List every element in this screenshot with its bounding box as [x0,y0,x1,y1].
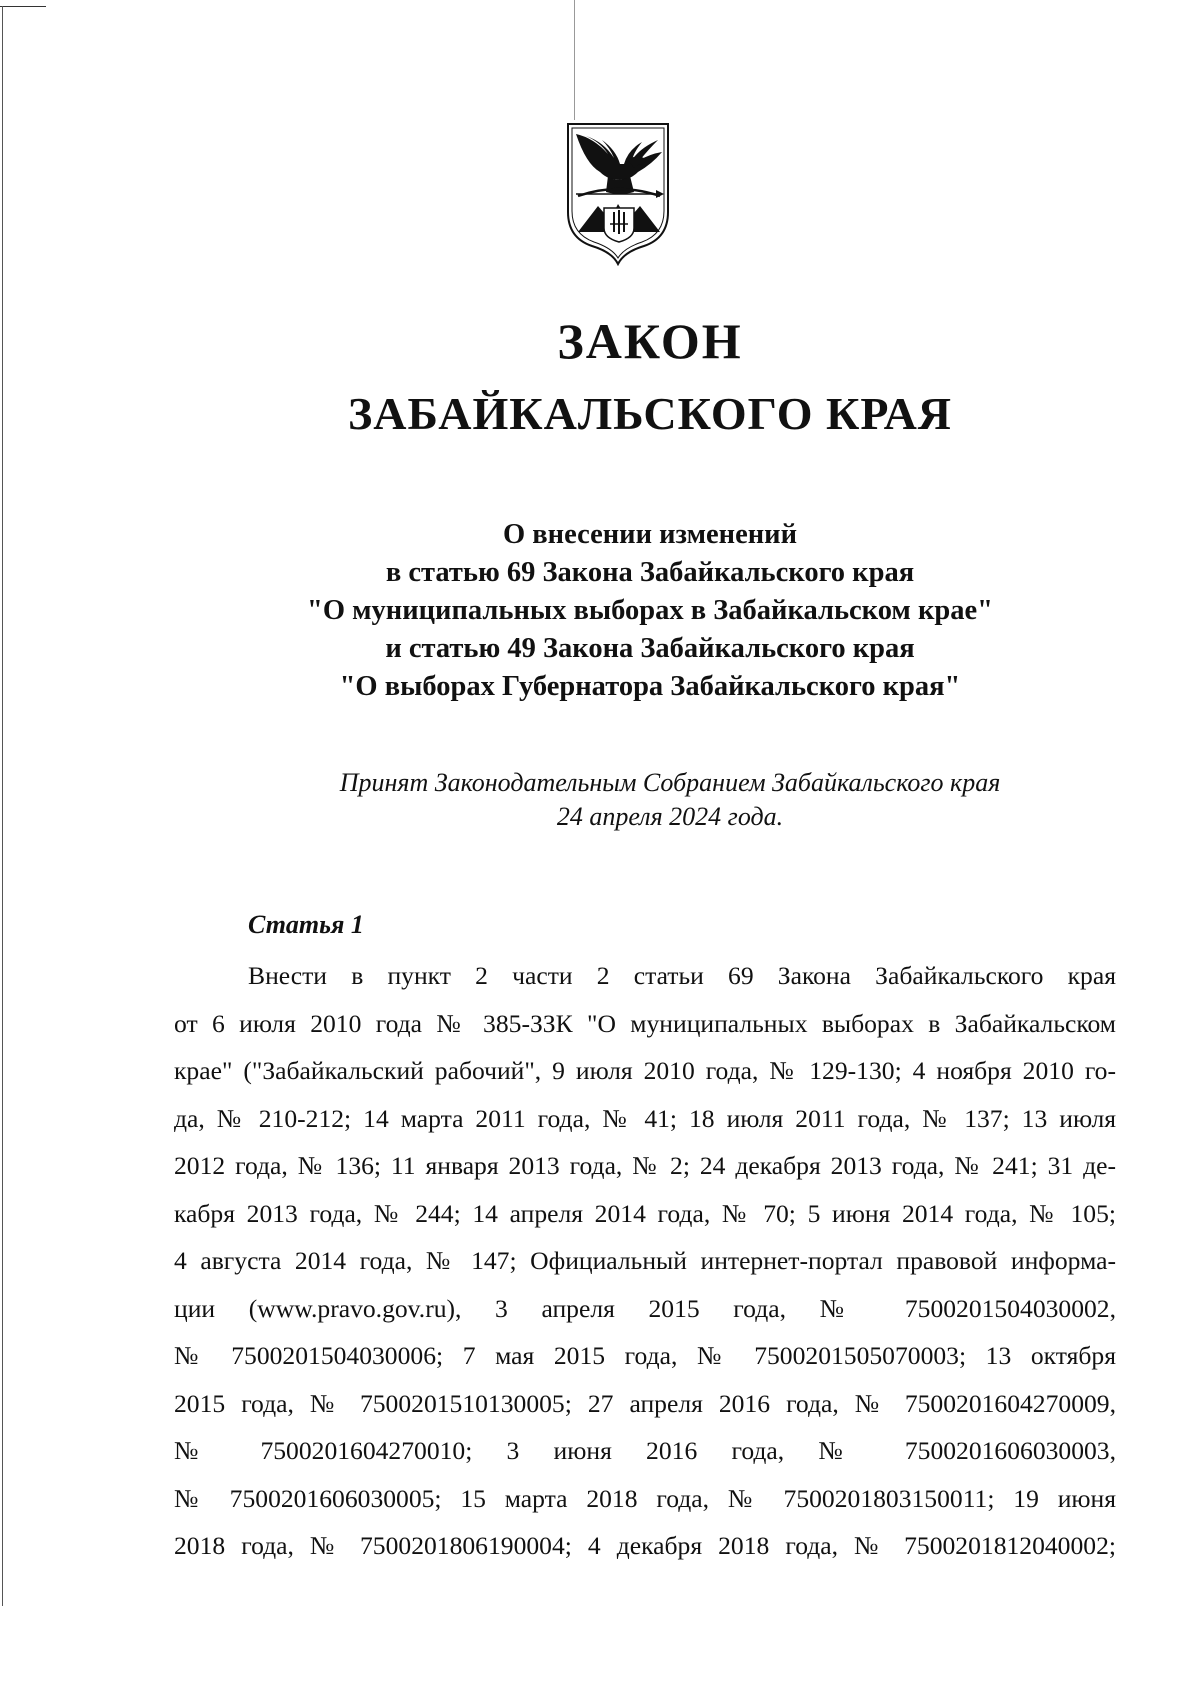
adoption-note [170,766,1170,834]
adoption-date: 24 апреля 2024 года. [556,802,784,831]
law-subject-line: О внесении изменений [502,519,797,550]
document-title: ЗАКОН [557,313,743,369]
law-subject-line: "О муниципальных выборах в Забайкальском крае" [307,595,993,626]
body-line: 2015 года, № 7500201510130005; 27 апреля 2016 года, № 7500201604270009, [174,1388,1116,1418]
body-line: кабря 2013 года, № 244; 14 апреля 2014 года, № 70; 5 июня 2014 года, № 105; [174,1198,1116,1228]
law-subject [100,516,1200,706]
body-line: 2012 года, № 136; 11 января 2013 года, № 2; 24 декабря 2013 года, № 241; 31 де- [174,1151,1116,1180]
article-body [174,952,1116,1570]
body-line: крае" ("Забайкальский рабочий", 9 июля 2010 года, № 129-130; 4 ноября 2010 го- [174,1056,1116,1085]
article-heading: Статья 1 [248,910,364,939]
body-line: от 6 июля 2010 года № 385-ЗЗК "О муниципальных выборах в Забайкальском [174,1008,1116,1038]
law-subject-line: в статью 69 Закона Забайкальского края [385,557,915,588]
body-line: Внести в пункт 2 части 2 статьи 69 Закона Забайкальского края [248,961,1116,990]
body-line: 4 августа 2014 года, № 147; Официальный интернет-портал правовой информа- [174,1246,1116,1275]
law-subject-line: и статью 49 Закона Забайкальского края [385,633,915,664]
scan-artifact-line [0,6,46,7]
document-title-region: ЗАБАЙКАЛЬСКОГО КРАЯ [347,388,953,439]
coat-of-arms-icon [564,120,672,266]
body-line: да, № 210-212; 14 марта 2011 года, № 41; 18 июля 2011 года, № 137; 13 июля [174,1103,1116,1133]
body-line: № 7500201606030005; 15 марта 2018 года, № 7500201803150011; 19 июня [174,1483,1116,1513]
scan-artifact-edge [2,6,3,1606]
body-line: ции (www.pravo.gov.ru), 3 апреля 2015 года, № 7500201504030002, [174,1293,1116,1323]
body-line: № 7500201604270010; 3 июня 2016 года, № 7500201606030003, [174,1436,1116,1465]
adoption-body: Принят Законодательным Собранием Забайкальского края [339,768,1001,797]
body-line: 2018 года, № 7500201806190004; 4 декабря 2018 года, № 7500201812040002; [174,1531,1116,1560]
law-subject-line: "О выборах Губернатора Забайкальского края" [339,671,961,702]
body-line: № 7500201504030006; 7 мая 2015 года, № 7500201505070003; 13 октября [174,1341,1116,1370]
scan-fold-mark [574,0,575,120]
